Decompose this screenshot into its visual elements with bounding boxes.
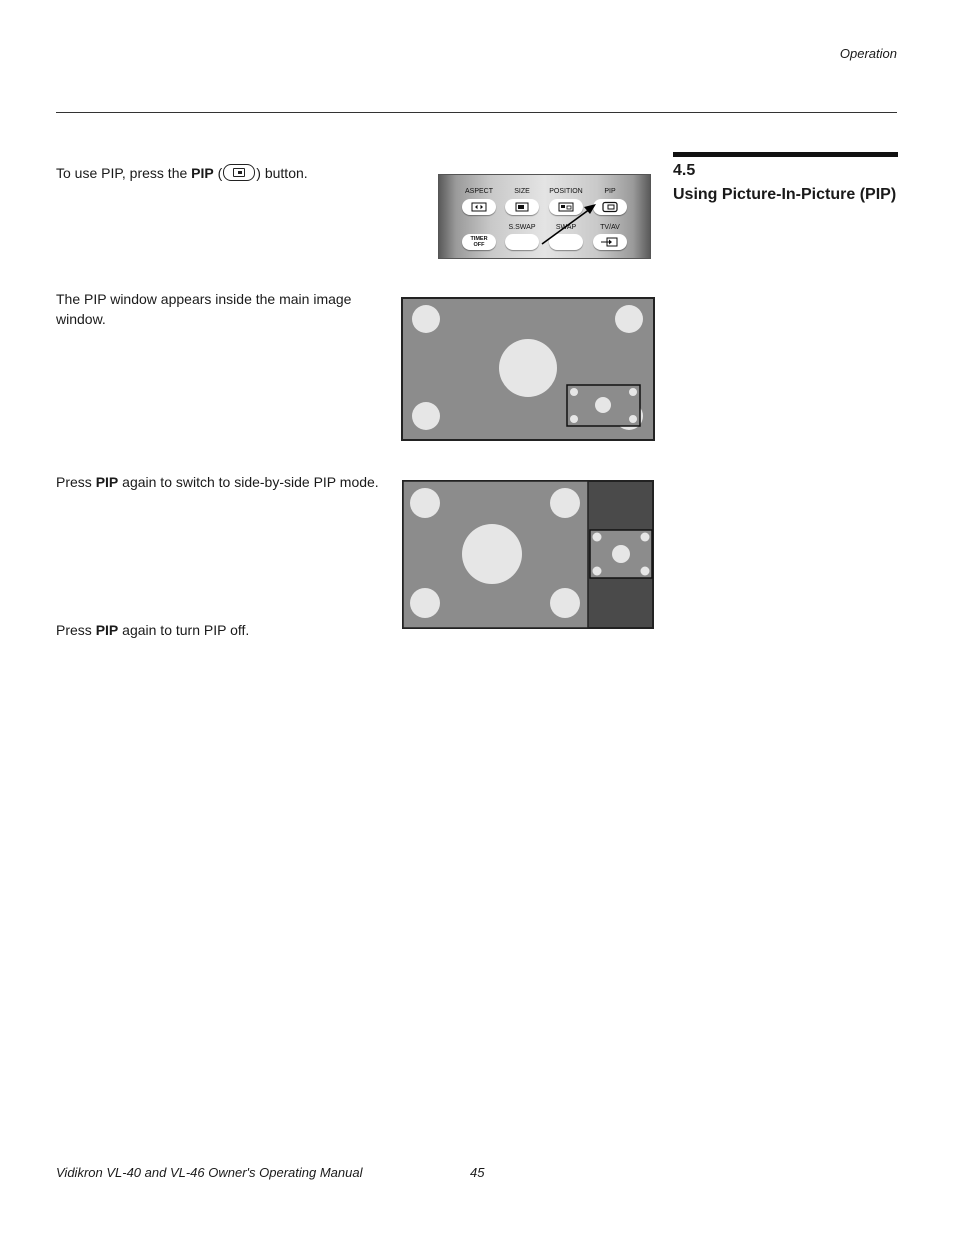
remote-label-aspect: ASPECT — [464, 188, 493, 195]
step-1-text: To use PIP, press the PIP ( ) button. — [56, 165, 308, 181]
running-header: Operation — [839, 46, 897, 61]
timer-off-button: TIMER OFF — [462, 234, 496, 250]
page-number: 45 — [470, 1165, 485, 1180]
step-4-text: Press PIP again to turn PIP off. — [56, 622, 250, 638]
pointer-arrow-icon — [439, 175, 652, 260]
pip-button-icon — [223, 164, 255, 181]
remote-label-position: POSITION — [549, 188, 583, 195]
remote-label-tvav: TV/AV — [600, 224, 620, 231]
remote-label-swap: SWAP — [555, 224, 577, 231]
remote-label-size: SIZE — [514, 188, 530, 195]
remote-label-sswap: S.SWAP — [508, 224, 536, 231]
pip-inset-diagram — [401, 297, 655, 441]
section-heading-bar — [673, 152, 898, 157]
pip-bold: PIP — [191, 165, 214, 181]
section-title: Using Picture-In-Picture (PIP) — [673, 186, 897, 203]
pip-side-by-side-diagram — [402, 480, 654, 629]
section-number: 4.5 — [673, 162, 696, 179]
header-rule — [56, 112, 897, 113]
remote-control-illustration — [438, 174, 651, 259]
step-2-text: The PIP window appears inside the main image window. — [56, 291, 352, 327]
footer-manual-title: Vidikron VL-40 and VL-46 Owner's Operating Manual — [56, 1165, 363, 1180]
remote-label-pip: PIP — [604, 188, 616, 195]
step-3-text: Press PIP again to switch to side-by-side PIP mode. — [56, 474, 379, 490]
